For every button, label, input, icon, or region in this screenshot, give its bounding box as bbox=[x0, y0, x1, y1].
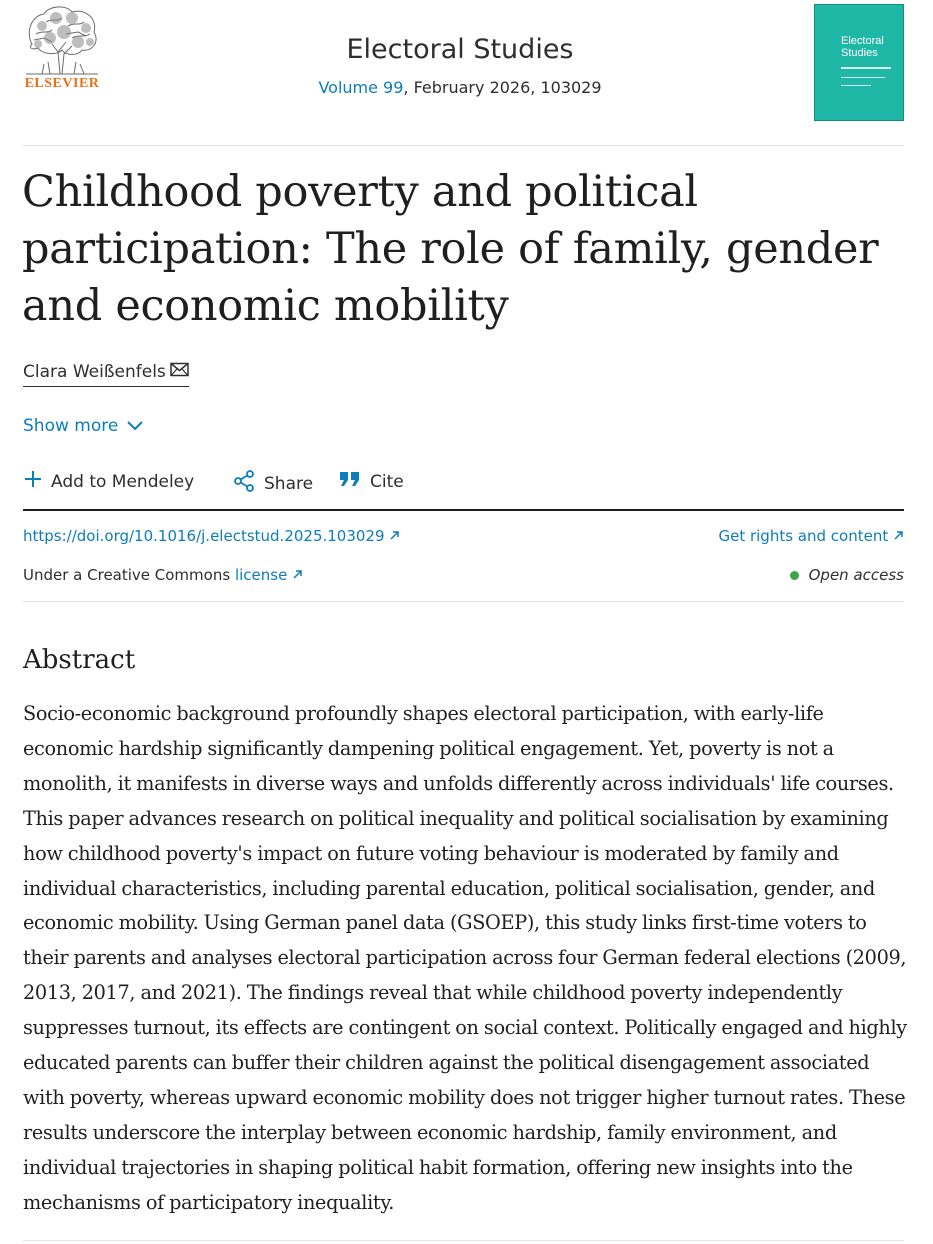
abstract-text: Socio-economic background profoundly shapes electoral participation, with early-life economic hardship significantly dampening political engagement. Yet, poverty is not a monolith, it manifests in diverse ways and unfolds differently across individuals' life courses. This paper advances research on political inequality and political socialisation by examining how childhood poverty's impact on future voting behaviour is moderated by family and individual characteristics, including parental education, political socialisation, gender, and economic mobility. Using German panel data (GSOEP), this study links first-time voters to their parents and analyses electoral participation across four German federal elections (2009, 2013, 2017, and 2021). The findings reveal that while childhood poverty independently suppresses turnout, its effects are contingent on social context. Politically engaged and highly educated parents can buffer their children against the political disengagement associated with poverty, whereas upward economic mobility does not trigger higher turnout rates. These results underscore the interplay between economic hardship, family environment, and individual trajectories in shaping political habit formation, offering new insights into the mechanisms of participatory inequality. bbox=[23, 702, 907, 1214]
publisher-name: ELSEVIER bbox=[24, 76, 100, 91]
plus-icon bbox=[23, 469, 43, 494]
license-link[interactable] bbox=[235, 566, 303, 584]
journal-title[interactable]: Electoral Studies bbox=[346, 34, 574, 65]
cite-label: Cite bbox=[370, 471, 404, 492]
mendeley-label: Add to Mendeley bbox=[51, 471, 195, 492]
add-to-mendeley-button[interactable] bbox=[23, 469, 194, 494]
issue-details bbox=[200, 78, 720, 97]
toolbar-divider bbox=[23, 509, 904, 511]
doi-link[interactable] bbox=[23, 527, 400, 545]
share-button[interactable] bbox=[232, 469, 313, 498]
show-more-button[interactable] bbox=[23, 416, 144, 436]
rights-link[interactable] bbox=[718, 527, 904, 545]
issue-date-article: , February 2026, 103029 bbox=[403, 78, 602, 97]
cover-line bbox=[841, 77, 885, 78]
cover-line bbox=[841, 67, 891, 69]
cc-prefix: Under a Creative Commons bbox=[23, 566, 231, 584]
author-link[interactable] bbox=[23, 362, 189, 387]
creative-commons-notice bbox=[23, 566, 303, 584]
volume-link[interactable]: Volume 99 bbox=[318, 78, 404, 97]
chevron-down-icon bbox=[126, 416, 144, 436]
open-access-dot-icon bbox=[790, 571, 799, 580]
section-divider bbox=[23, 601, 904, 602]
header-divider bbox=[23, 145, 904, 146]
rights-text: Get rights and content bbox=[718, 527, 889, 545]
share-icon bbox=[232, 469, 256, 498]
envelope-icon bbox=[170, 362, 189, 382]
open-access-badge bbox=[790, 566, 904, 584]
open-access-label: Open access bbox=[808, 566, 904, 584]
external-link-icon bbox=[893, 527, 904, 545]
external-link-icon bbox=[389, 527, 400, 545]
doi-text: https://doi.org/10.1016/j.electstud.2025.103029 bbox=[23, 527, 385, 545]
journal-cover-thumbnail[interactable] bbox=[814, 4, 904, 121]
quote-icon bbox=[338, 469, 362, 494]
footer-divider bbox=[23, 1240, 904, 1241]
cover-title: Electoral Studies bbox=[841, 35, 884, 59]
license-text: license bbox=[234, 566, 288, 584]
external-link-icon bbox=[292, 566, 303, 584]
cover-line bbox=[841, 85, 871, 86]
cite-button[interactable] bbox=[338, 469, 404, 494]
abstract-heading: Abstract bbox=[23, 645, 136, 675]
article-title: Childhood poverty and political participation: The role of family, gender and economic mobility bbox=[22, 167, 879, 331]
show-more-label: Show more bbox=[23, 416, 119, 436]
author-name: Clara Weißenfels bbox=[23, 362, 166, 382]
share-label: Share bbox=[264, 473, 314, 494]
